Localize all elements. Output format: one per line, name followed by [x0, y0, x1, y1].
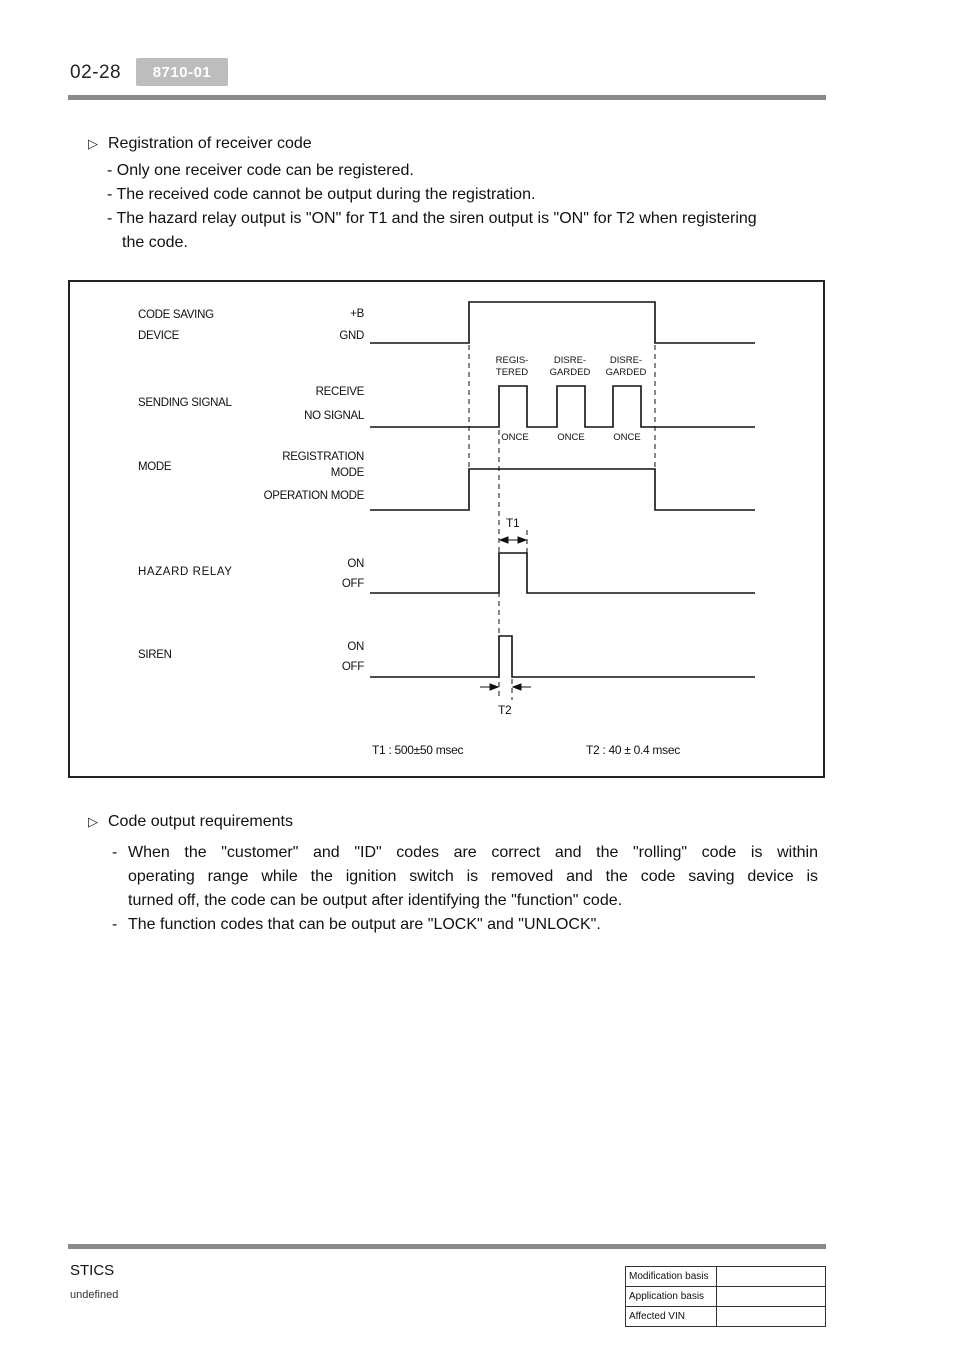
section-registration-title: ▷ Registration of receiver code: [88, 135, 312, 152]
device-high-label: +B: [350, 308, 364, 320]
code-output-bullet-2-dash: -: [112, 916, 118, 933]
hazard-relay-name: HAZARD RELAY: [138, 566, 233, 578]
pulse-3-bottom-label: ONCE: [613, 432, 641, 443]
footer-rule: [68, 1244, 826, 1249]
sending-low-label: NO SIGNAL: [304, 410, 364, 422]
code-output-bullet-1-line1: When the "customer" and "ID" codes are correct and the "rolling" code is within: [128, 844, 818, 861]
siren-waveform: [370, 636, 755, 677]
t1-dimension-arrow: [500, 537, 526, 543]
code-output-bullet-2: The function codes that can be output are "LOCK" and "UNLOCK".: [128, 916, 601, 933]
footer-subtitle: undefined: [70, 1289, 119, 1301]
pulse-1-bottom-label: ONCE: [501, 432, 529, 443]
device-low-label: GND: [339, 330, 364, 342]
registration-bullet-2: - The received code cannot be output during the registration.: [107, 186, 536, 203]
t2-label: T2: [498, 703, 512, 717]
pulse-3-top-label: DISRE- GARDED: [605, 355, 647, 378]
mode-name: MODE: [138, 461, 172, 473]
sending-signal-name: SENDING SIGNAL: [138, 397, 232, 409]
sending-signal-waveform: [370, 386, 755, 427]
registration-bullet-1: - Only one receiver code can be registered.: [107, 162, 414, 179]
sending-high-label: RECEIVE: [315, 386, 364, 398]
device-name-line2: DEVICE: [138, 330, 180, 342]
hazard-high-label: ON: [347, 558, 364, 570]
mode-waveform: [370, 469, 755, 510]
pulse-1-top-label: REGIS- TERED: [495, 355, 529, 378]
section-code-output-title: ▷ Code output requirements: [88, 813, 293, 830]
device-waveform: [370, 302, 755, 343]
revision-info-table: [625, 1266, 826, 1327]
mode-low-label: OPERATION MODE: [263, 490, 364, 502]
hazard-relay-waveform: [370, 553, 755, 593]
siren-name: SIREN: [138, 649, 172, 661]
triangle-bullet-icon: ▷: [88, 814, 98, 829]
table-row: Affected VIN: [626, 1307, 826, 1327]
table-row: Modification basis: [626, 1267, 826, 1287]
registration-bullet-3-continued: the code.: [122, 234, 188, 251]
t1-label: T1: [506, 516, 520, 530]
t2-dimension-arrows: [480, 684, 531, 690]
page-number: 02-28: [70, 62, 122, 83]
code-output-bullet-1-dash: -: [112, 844, 118, 861]
code-output-bullet-1-line2: operating range while the ignition switch is removed and the code saving device is: [128, 868, 818, 885]
t1-spec: T1 : 500±50 msec: [372, 743, 464, 757]
footer-title: STICS: [70, 1262, 115, 1279]
code-output-bullet-1-line3: turned off, the code can be output after identifying the "function" code.: [128, 892, 623, 909]
pulse-2-top-label: DISRE- GARDED: [549, 355, 591, 378]
hazard-low-label: OFF: [341, 578, 364, 590]
registration-bullet-3: - The hazard relay output is "ON" for T1 and the siren output is "ON" for T2 when registering: [107, 210, 757, 227]
section-code-badge: 8710-01: [136, 58, 228, 86]
siren-low-label: OFF: [341, 661, 364, 673]
device-name-line1: CODE SAVING: [138, 309, 214, 321]
mode-high-label-line2: MODE: [330, 467, 364, 479]
triangle-bullet-icon: ▷: [88, 136, 98, 151]
mode-high-label-line1: REGISTRATION: [282, 451, 364, 463]
table-row: Application basis: [626, 1287, 826, 1307]
t2-spec: T2 : 40 ± 0.4 msec: [586, 743, 680, 757]
pulse-2-bottom-label: ONCE: [557, 432, 585, 443]
siren-high-label: ON: [347, 641, 364, 653]
